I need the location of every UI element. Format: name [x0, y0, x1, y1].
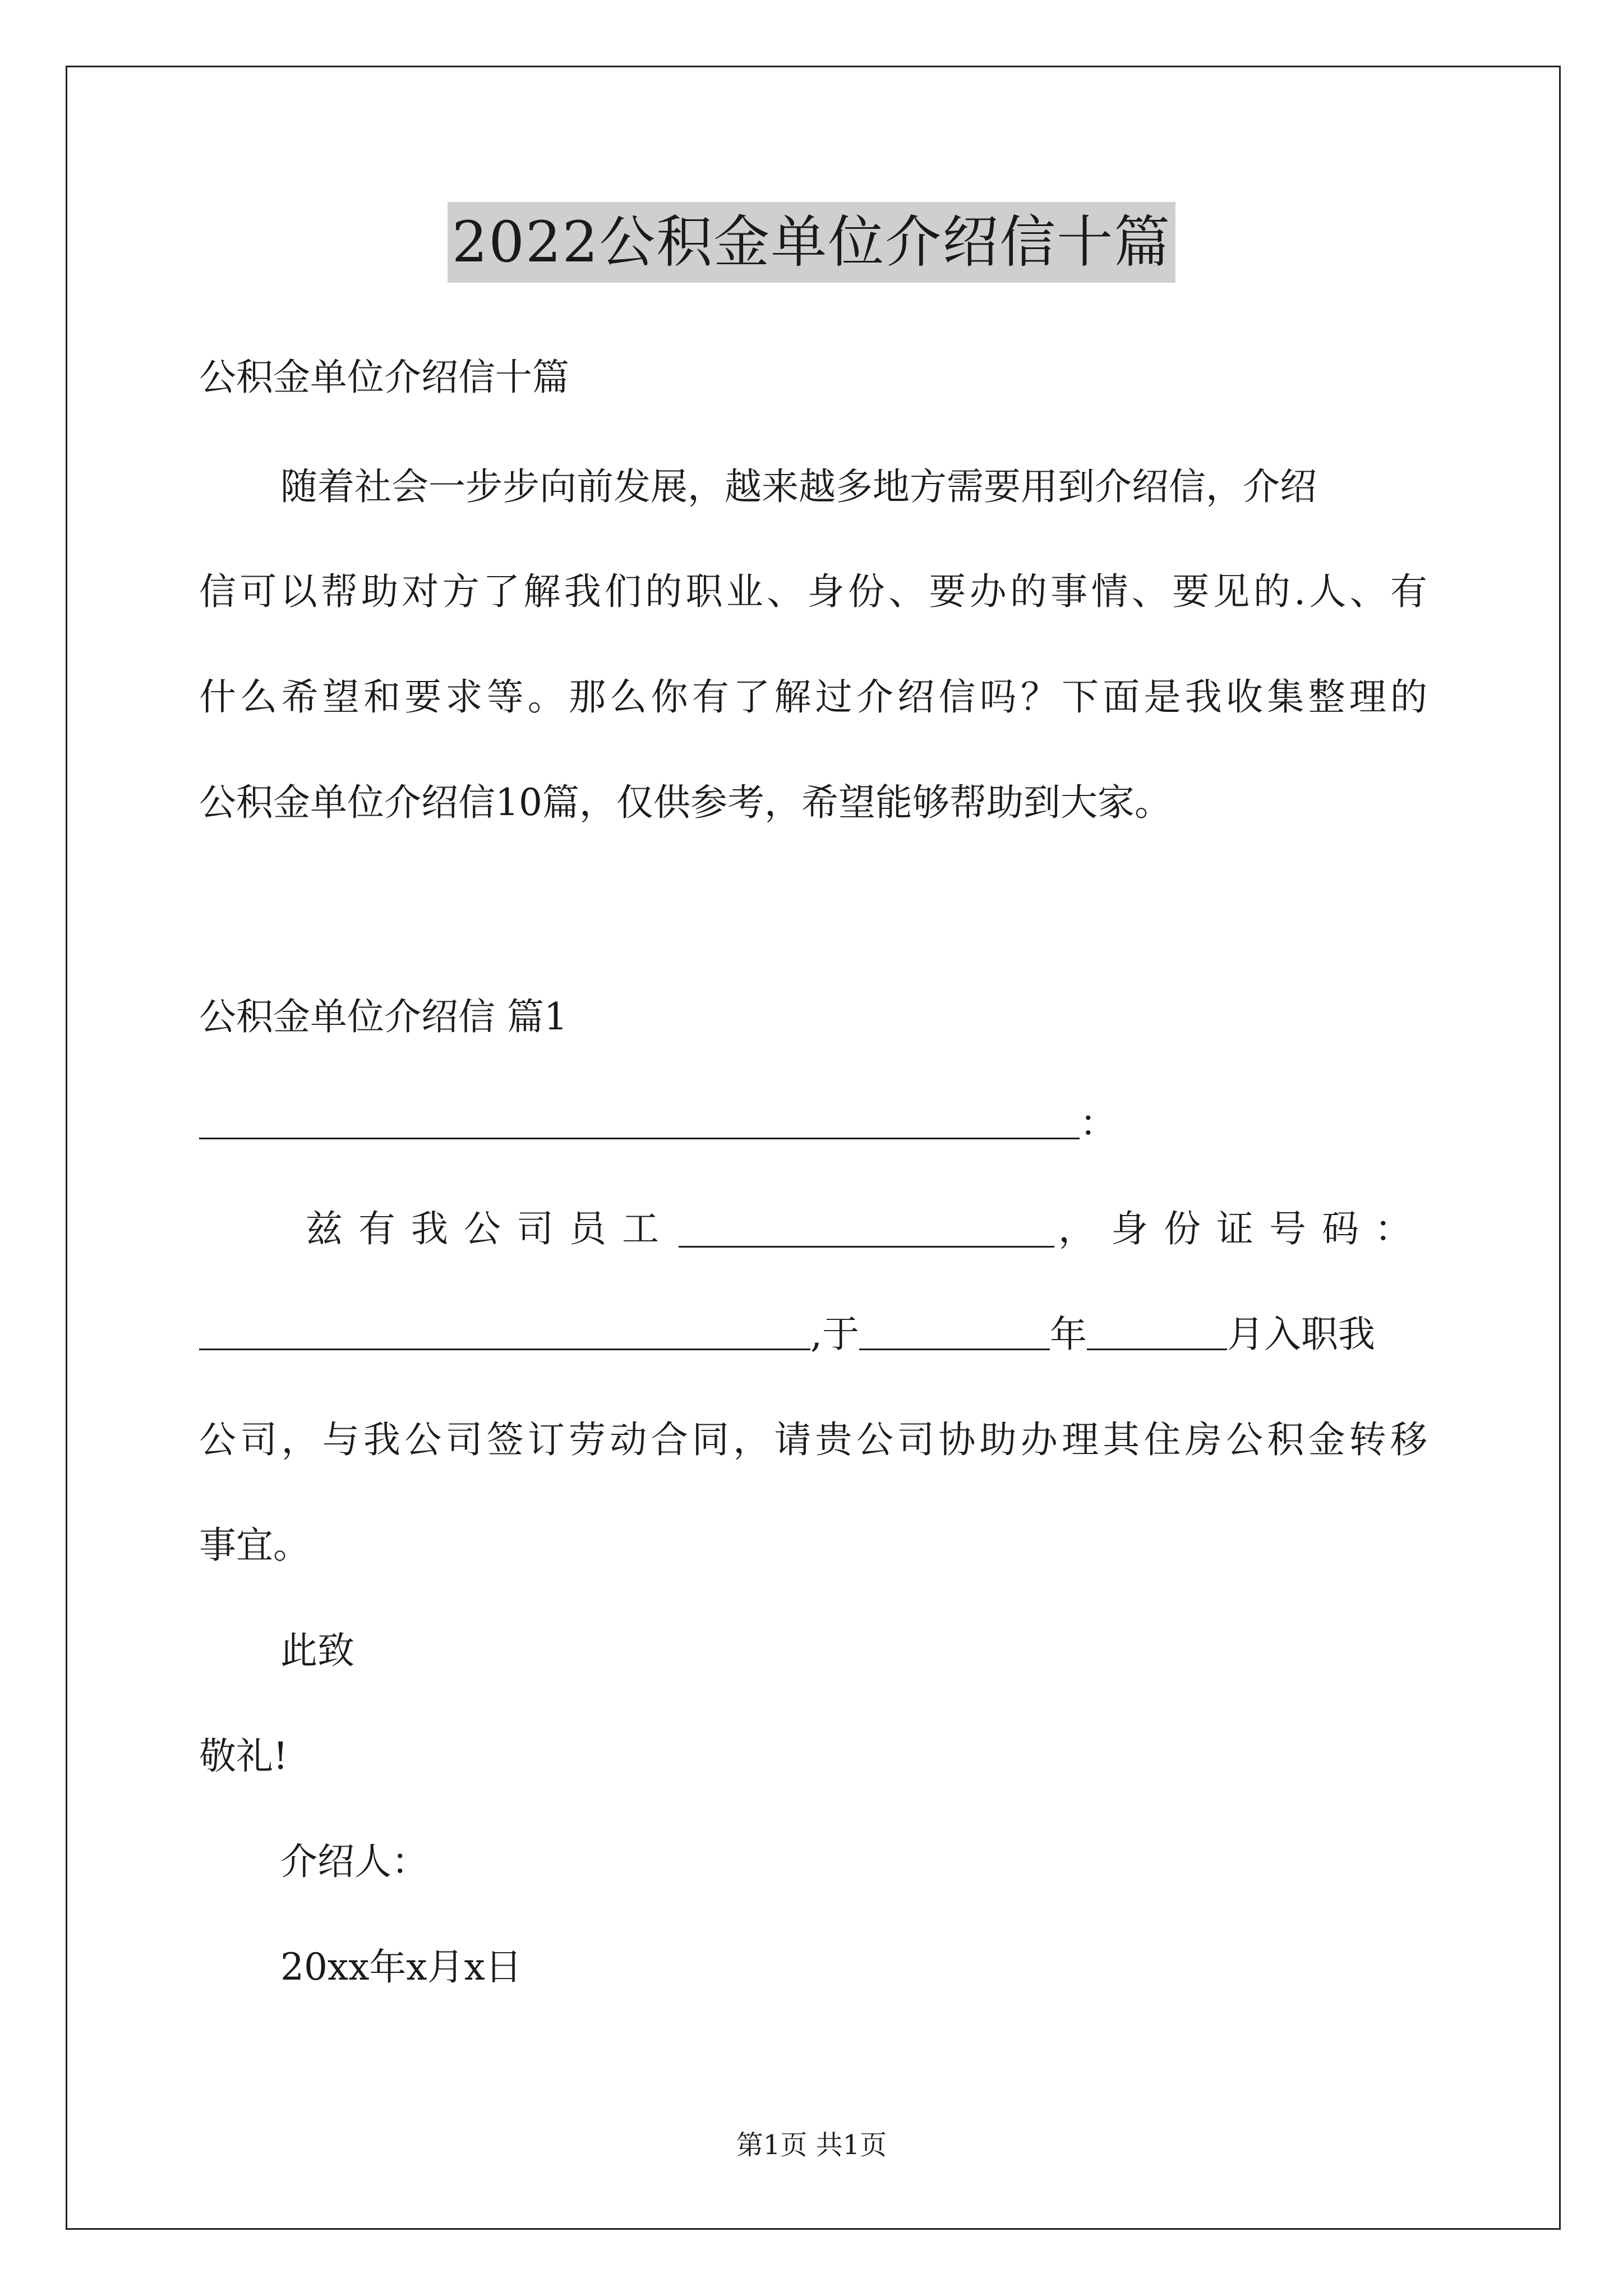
body-line-1: [306, 1207, 1427, 1250]
page-footer: 第1页 共1页: [736, 2129, 887, 2161]
body-line-1-prefix: 兹有我公司员工: [306, 1207, 675, 1250]
closing-salutation: 此致: [280, 1629, 354, 1672]
employee-name-blank: [679, 1213, 1054, 1248]
subtitle: 公积金单位介绍信十篇: [199, 356, 569, 399]
letter-date: 20xx年x月x日: [280, 1945, 522, 1989]
body-line-2-year: 年: [1049, 1313, 1087, 1356]
title-container: [0, 202, 1623, 283]
addressee-colon: ：: [1080, 1102, 1117, 1145]
body-line-2-tail: 月入职我: [1227, 1313, 1375, 1356]
addressee-line: [199, 1102, 1117, 1145]
year-blank: [859, 1316, 1050, 1350]
intro-line-2: 信可以帮助对方了解我们的职业、身份、要办的事情、要见的.人、有: [199, 570, 1427, 613]
body-line-4: 事宜。: [199, 1524, 310, 1567]
section-heading: 公积金单位介绍信 篇1: [199, 995, 568, 1038]
introducer-label: 介绍人：: [280, 1840, 428, 1883]
month-blank: [1087, 1316, 1227, 1350]
intro-line-3: 什么希望和要求等。那么你有了解过介绍信吗？下面是我收集整理的: [199, 675, 1427, 719]
id-number-blank: [199, 1316, 810, 1350]
intro-line-1: 随着社会一步步向前发展，越来越多地方需要用到介绍信，介绍: [280, 465, 1317, 508]
body-line-3: 公司，与我公司签订劳动合同，请贵公司协助办理其住房公积金转移: [199, 1418, 1427, 1461]
body-line-2: [199, 1313, 1375, 1356]
intro-line-4: 公积金单位介绍信10篇，仅供参考，希望能够帮助到大家。: [199, 781, 1172, 824]
closing-regards: 敬礼!: [199, 1734, 288, 1778]
addressee-blank: [199, 1105, 1080, 1139]
body-line-2-mid: ,于: [810, 1313, 859, 1356]
body-line-1-suffix: ，身份证号码：: [1058, 1207, 1427, 1250]
document-title: 2022公积金单位介绍信十篇: [448, 202, 1176, 283]
